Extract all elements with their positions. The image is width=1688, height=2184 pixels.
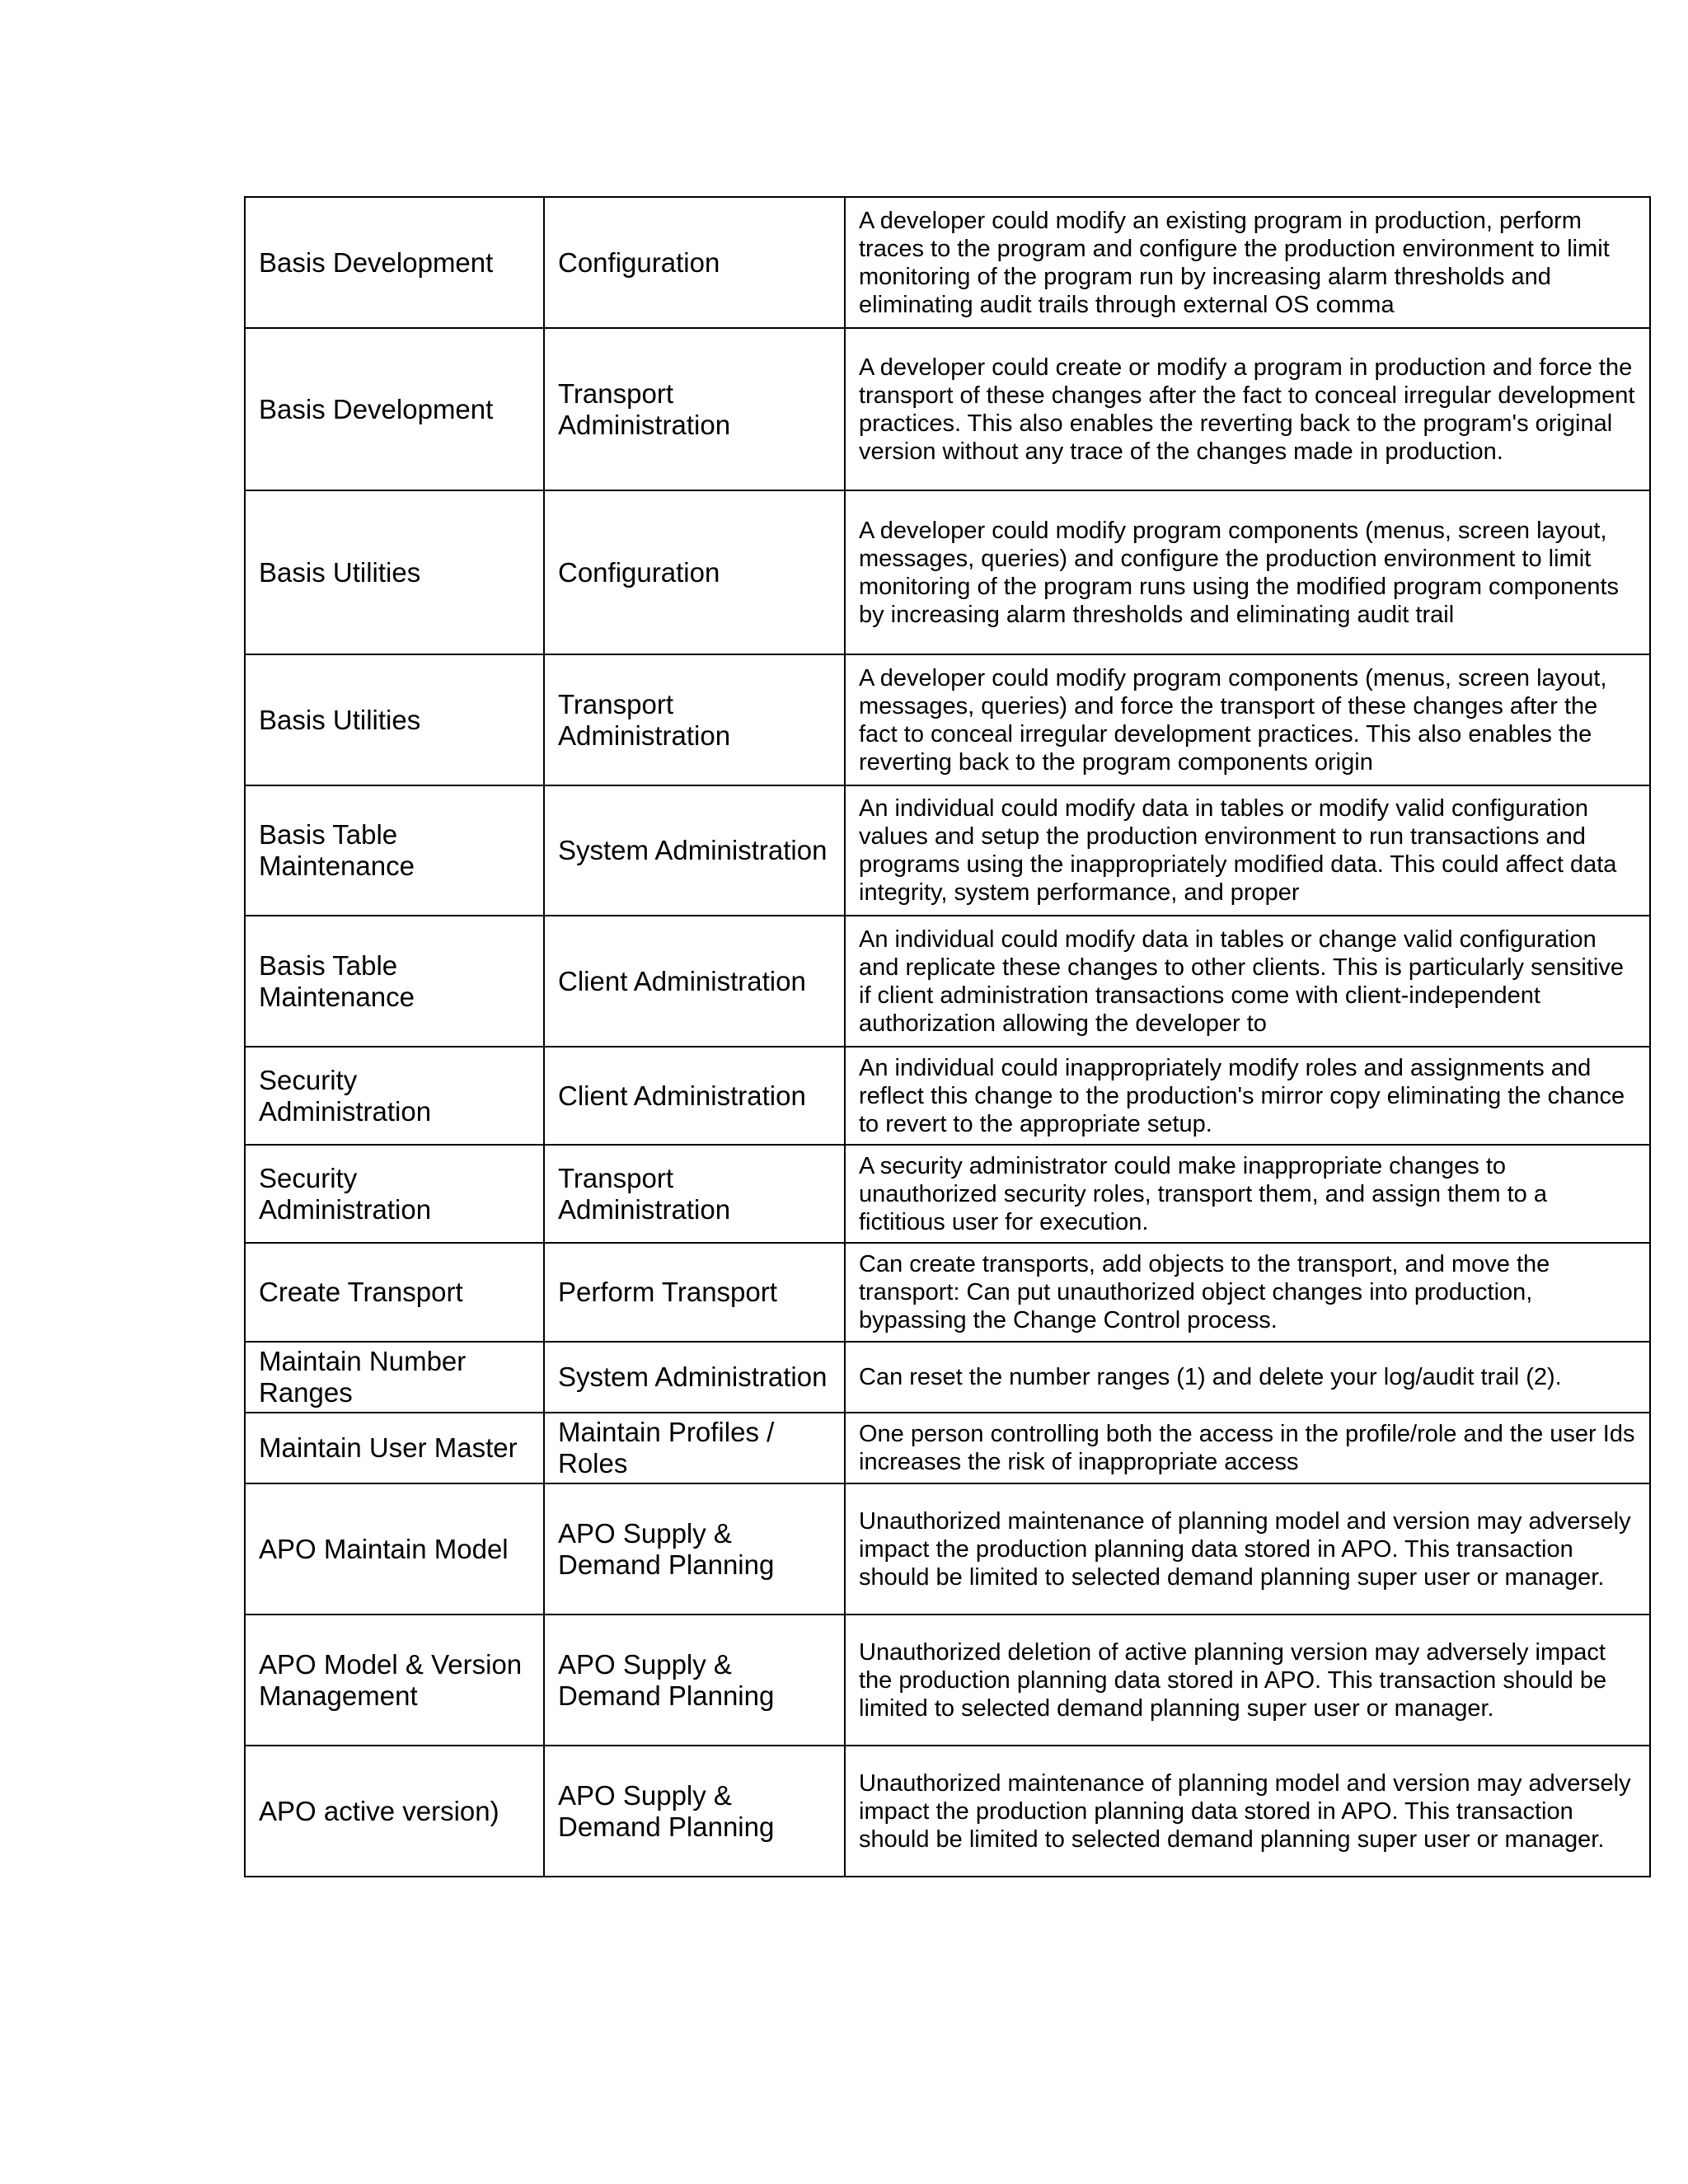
risk-description-cell: Unauthorized deletion of active planning version may adversely impact the production planning data stored in APO. This transaction should be limited to selected demand planning super user or manager.	[845, 1615, 1650, 1746]
risk-description-cell: A developer could modify program components (menus, screen layout, messages, queries) and configure the production environment to limit monitoring of the program runs using the modified program components by increasing alarm thresholds and eliminating audit trail	[845, 490, 1650, 654]
function-1-cell: Maintain Number Ranges	[245, 1342, 544, 1413]
table-row	[245, 916, 1650, 1047]
function-2-cell: Perform Transport	[544, 1243, 845, 1342]
function-1-cell: Security Administration	[245, 1145, 544, 1243]
risk-description-cell: A security administrator could make inappropriate changes to unauthorized security roles, transport them, and assign them to a fictitious user for execution.	[845, 1145, 1650, 1243]
table-row	[245, 1615, 1650, 1746]
function-2-cell: Configuration	[544, 197, 845, 328]
table-row	[245, 654, 1650, 785]
function-2-cell: Client Administration	[544, 1047, 845, 1145]
table-row	[245, 1047, 1650, 1145]
function-1-cell: Create Transport	[245, 1243, 544, 1342]
function-1-cell: APO Maintain Model	[245, 1483, 544, 1615]
table-row	[245, 197, 1650, 328]
table-row	[245, 490, 1650, 654]
function-1-cell: Basis Development	[245, 197, 544, 328]
function-1-cell: APO active version)	[245, 1746, 544, 1877]
function-2-cell: Configuration	[544, 490, 845, 654]
function-1-cell: Basis Utilities	[245, 490, 544, 654]
function-2-cell: APO Supply & Demand Planning	[544, 1746, 845, 1877]
risk-description-cell: A developer could modify an existing program in production, perform traces to the program and configure the production environment to limit monitoring of the program run by increasing alarm thresholds and eliminating audit trails through external OS comma	[845, 197, 1650, 328]
function-1-cell: Basis Table Maintenance	[245, 916, 544, 1047]
function-2-cell: Transport Administration	[544, 654, 845, 785]
risk-description-cell: A developer could modify program components (menus, screen layout, messages, queries) and force the transport of these changes after the fact to conceal irregular development practices. This also enables the reverting back to the program components origin	[845, 654, 1650, 785]
function-2-cell: Client Administration	[544, 916, 845, 1047]
segregation-of-duties-table	[244, 196, 1651, 1877]
table-row	[245, 328, 1650, 490]
risk-description-cell: An individual could modify data in tables or modify valid configuration values and setup the production environment to run transactions and programs using the inappropriately modified data. This could affect data integrity, system performance, and proper	[845, 785, 1650, 916]
risk-description-cell: Can reset the number ranges (1) and delete your log/audit trail (2).	[845, 1342, 1650, 1413]
risk-description-cell: One person controlling both the access in the profile/role and the user Ids increases the risk of inappropriate access	[845, 1413, 1650, 1483]
table-row	[245, 1243, 1650, 1342]
risk-description-cell: An individual could inappropriately modify roles and assignments and reflect this change to the production's mirror copy eliminating the chance to revert to the appropriate setup.	[845, 1047, 1650, 1145]
table-row	[245, 1746, 1650, 1877]
table-row	[245, 1145, 1650, 1243]
function-1-cell: APO Model & Version Management	[245, 1615, 544, 1746]
function-2-cell: Maintain Profiles / Roles	[544, 1413, 845, 1483]
function-1-cell: Basis Table Maintenance	[245, 785, 544, 916]
table-row	[245, 785, 1650, 916]
risk-description-cell: Unauthorized maintenance of planning model and version may adversely impact the production planning data stored in APO. This transaction should be limited to selected demand planning super user or manager.	[845, 1746, 1650, 1877]
table-row	[245, 1413, 1650, 1483]
function-1-cell: Maintain User Master	[245, 1413, 544, 1483]
function-2-cell: System Administration	[544, 1342, 845, 1413]
function-2-cell: Transport Administration	[544, 1145, 845, 1243]
function-1-cell: Security Administration	[245, 1047, 544, 1145]
risk-description-cell: An individual could modify data in tables or change valid configuration and replicate these changes to other clients. This is particularly sensitive if client administration transactions come with client-independent authorization allowing the developer to	[845, 916, 1650, 1047]
function-1-cell: Basis Development	[245, 328, 544, 490]
table-row	[245, 1483, 1650, 1615]
function-2-cell: Transport Administration	[544, 328, 845, 490]
risk-description-cell: Unauthorized maintenance of planning model and version may adversely impact the production planning data stored in APO. This transaction should be limited to selected demand planning super user or manager.	[845, 1483, 1650, 1615]
table-row	[245, 1342, 1650, 1413]
function-1-cell: Basis Utilities	[245, 654, 544, 785]
function-2-cell: APO Supply & Demand Planning	[544, 1615, 845, 1746]
risk-description-cell: Can create transports, add objects to the transport, and move the transport: Can put unauthorized object changes into production, bypassing the Change Control process.	[845, 1243, 1650, 1342]
function-2-cell: APO Supply & Demand Planning	[544, 1483, 845, 1615]
function-2-cell: System Administration	[544, 785, 845, 916]
risk-description-cell: A developer could create or modify a program in production and force the transport of these changes after the fact to conceal irregular development practices. This also enables the reverting back to the program's original version without any trace of the changes made in production.	[845, 328, 1650, 490]
